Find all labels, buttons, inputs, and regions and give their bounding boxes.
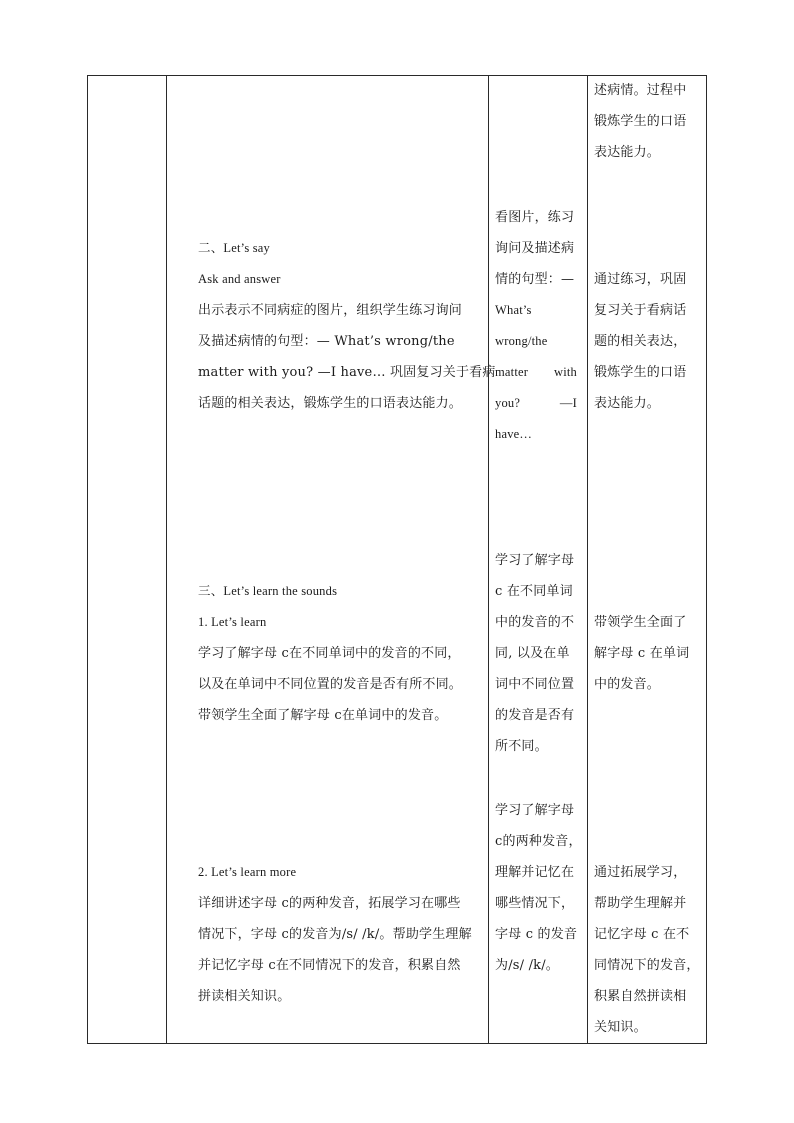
purpose-line: 帮助学生理解并 (594, 896, 687, 911)
activity-line: wrong/the (495, 334, 548, 348)
activity-word: —I (559, 396, 577, 410)
activity-block (495, 202, 577, 450)
purpose-block (594, 607, 689, 700)
activity-word: matter (495, 365, 529, 379)
content-section-lets-say (198, 233, 496, 419)
activity-line: 词中不同位置 (495, 677, 575, 692)
purpose-line: 通过练习，巩固 (594, 272, 687, 287)
activity-line (495, 388, 577, 419)
purpose-line: 述病情。过程中 (594, 83, 687, 98)
content-line: 学习了解字母 c在不同单词中的发音的不同， (198, 646, 461, 661)
section-heading: 三、Let’s learn the sounds (198, 584, 338, 598)
content-section-sounds (198, 576, 462, 731)
content-line: 并记忆字母 c在不同情况下的发音，积累自然 (198, 958, 461, 973)
activity-word: you? (495, 396, 521, 410)
activity-line: 同, 以及在单 (495, 646, 570, 661)
purpose-line: 积累自然拼读相 (594, 989, 687, 1004)
content-line: 拼读相关知识。 (198, 989, 291, 1004)
purpose-line: 复习关于看病话 (594, 303, 687, 318)
purpose-block (594, 857, 700, 1043)
content-line: 详细讲述字母 c的两种发音，拓展学习在哪些 (198, 896, 461, 911)
section-heading: 二、Let’s say (198, 241, 270, 255)
activity-line: c 在不同单词 (495, 584, 573, 599)
section-subheading: 1. Let’s learn (198, 615, 267, 629)
activity-line: c的两种发音， (495, 834, 582, 849)
activity-line: 中的发音的不 (495, 615, 575, 630)
activity-line: 理解并记忆在 (495, 865, 575, 880)
content-line: 及描述病情的句型：— What’s wrong/the (198, 334, 455, 349)
activity-line: 学习了解字母 (495, 803, 575, 818)
content-line: 出示表示不同病症的图片，组织学生练习询问 (198, 303, 463, 318)
section-subheading: 2. Let’s learn more (198, 865, 297, 879)
purpose-line: 带领学生全面了 (594, 615, 687, 630)
activity-line: 情的句型：— (495, 272, 575, 287)
content-line: 话题的相关表达，锻炼学生的口语表达能力。 (198, 396, 463, 411)
purpose-line: 记忆字母 c 在不 (594, 927, 690, 942)
column-divider (587, 75, 588, 1044)
activity-block (495, 795, 582, 981)
activity-line: 为/s/ /k/。 (495, 958, 560, 973)
content-section-learn-more (198, 857, 472, 1012)
column-divider (488, 75, 489, 1044)
purpose-line: 表达能力。 (594, 145, 661, 160)
purpose-line: 同情况下的发音， (594, 958, 700, 973)
content-line: 带领学生全面了解字母 c在单词中的发音。 (198, 708, 448, 723)
column-divider (166, 75, 167, 1044)
activity-line (495, 357, 577, 388)
activity-line: 字母 c 的发音 (495, 927, 578, 942)
purpose-line: 锻炼学生的口语 (594, 114, 687, 129)
content-line: 以及在单词中不同位置的发音是否有所不同。 (198, 677, 463, 692)
purpose-block (594, 264, 686, 419)
purpose-line: 关知识。 (594, 1020, 647, 1035)
content-line: matter with you? —I have… 巩固复习关于看病 (198, 365, 496, 380)
activity-line: 所不同。 (495, 739, 548, 754)
activity-line: 看图片，练习 (495, 210, 575, 225)
section-subheading: Ask and answer (198, 272, 281, 286)
activity-line: 哪些情况下， (495, 896, 575, 911)
activity-line: have… (495, 427, 533, 441)
activity-line: 学习了解字母 (495, 553, 575, 568)
purpose-line: 解字母 c 在单词 (594, 646, 690, 661)
activity-line: 的发音是否有 (495, 708, 575, 723)
purpose-line: 通过拓展学习， (594, 865, 687, 880)
purpose-line: 表达能力。 (594, 396, 661, 411)
purpose-line: 中的发音。 (594, 677, 661, 692)
content-line: 情况下，字母 c的发音为/s/ /k/。帮助学生理解 (198, 927, 472, 942)
activity-line: 询问及描述病 (495, 241, 575, 256)
purpose-line: 题的相关表达， (594, 334, 687, 349)
purpose-line: 锻炼学生的口语 (594, 365, 687, 380)
purpose-block (594, 75, 686, 168)
activity-line: What’s (495, 303, 532, 317)
activity-word: with (553, 365, 577, 379)
activity-block (495, 545, 574, 762)
